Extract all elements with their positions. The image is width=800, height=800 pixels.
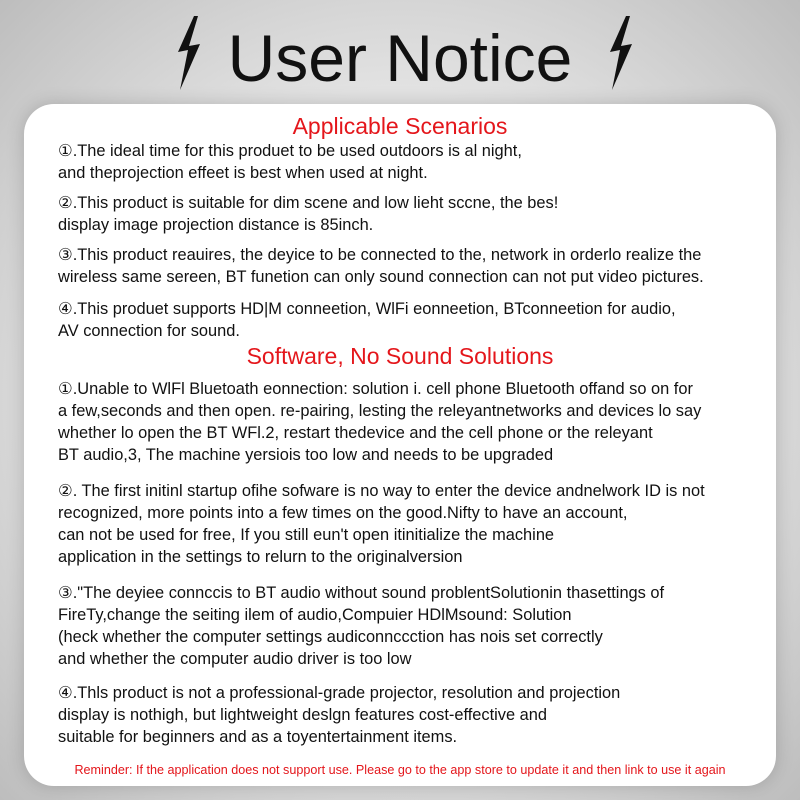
paragraph-line: display is nothigh, but lightweight deslgn features cost-effective and [58, 706, 547, 724]
header [0, 0, 800, 105]
paragraph-line: and theprojection effeet is best when used at night. [58, 164, 428, 182]
solution-item-4 [58, 682, 788, 748]
paragraph-line: ③.This product reauires, the deyice to be connected to the, network in orderlo realize the [58, 246, 702, 264]
section-title-no-sound-solutions: Software, No Sound Solutions [246, 343, 554, 369]
solution-item-2 [58, 480, 788, 568]
solution-item-3 [58, 582, 788, 670]
paragraph-line: ②.This product is suitable for dim scene and low lieht sccne, the bes! [58, 194, 559, 212]
paragraph-line: suitable for beginners and as a toyentertainment items. [58, 728, 458, 746]
paragraph-line: display image projection distance is 85inch. [58, 216, 374, 234]
solution-item-1 [58, 378, 788, 466]
paragraph-line: AV connection for sound. [58, 322, 240, 340]
paragraph-line: can not be used for free, If you still eun't open itinitialize the machine [58, 526, 555, 544]
paragraph-line: ④.Thls product is not a professional-grade projector, resolution and projection [58, 684, 621, 702]
paragraph-line: ④.This produet supports HD|M conneetion, WlFi eonneetion, BTconneetion for audio, [58, 300, 676, 318]
scenario-item-4 [58, 298, 788, 342]
paragraph-line: and whether the computer audio driver is too low [58, 650, 412, 668]
paragraph-line: ①.The ideal time for this produet to be used outdoors is al night, [58, 142, 522, 160]
paragraph-line: FireTy,change the seiting ilem of audio,Compuier HDlMsound: Solution [58, 606, 572, 624]
paragraph-line: wireless same sereen, BT funetion can only sound connection can not put video pictures. [58, 268, 704, 286]
paragraph-line: application in the settings to relurn to the originalversion [58, 548, 463, 566]
paragraph-line: ③."The deyiee connccis to BT audio without sound problentSolutionin thasettings of [58, 584, 665, 602]
paragraph-line: ②. The first initinl startup ofihe sofware is no way to enter the device andnelwork ID is not [58, 482, 705, 500]
reminder-text: Reminder: If the application does not support use. Please go to the app store to update it and then link to use it again [74, 763, 726, 777]
scenario-item-3 [58, 244, 788, 288]
lightning-bolt-icon [600, 14, 640, 92]
paragraph-line: (heck whether the computer settings audiconnccction has nois set correctly [58, 628, 603, 646]
paragraph-line: whether lo open the BT WFl.2, restart thedevice and the cell phone or the releyant [58, 424, 653, 442]
paragraph-line: a few,seconds and then open. re-pairing, lesting the releyantnetworks and devices lo say [58, 402, 702, 420]
scenario-item-1 [58, 140, 788, 184]
page-title: User Notice [227, 21, 573, 95]
paragraph-line: ①.Unable to WlFl Bluetoath eonnection: solution i. cell phone Bluetooth offand so on for [58, 380, 693, 398]
section-title-applicable-scenarios: Applicable Scenarios [292, 113, 508, 139]
paragraph-line: BT audio,3, The machine yersiois too low and needs to be upgraded [58, 446, 554, 464]
scenario-item-2 [58, 192, 788, 236]
paragraph-line: recognized, more points into a few times on the good.Nifty to have an account, [58, 504, 628, 522]
